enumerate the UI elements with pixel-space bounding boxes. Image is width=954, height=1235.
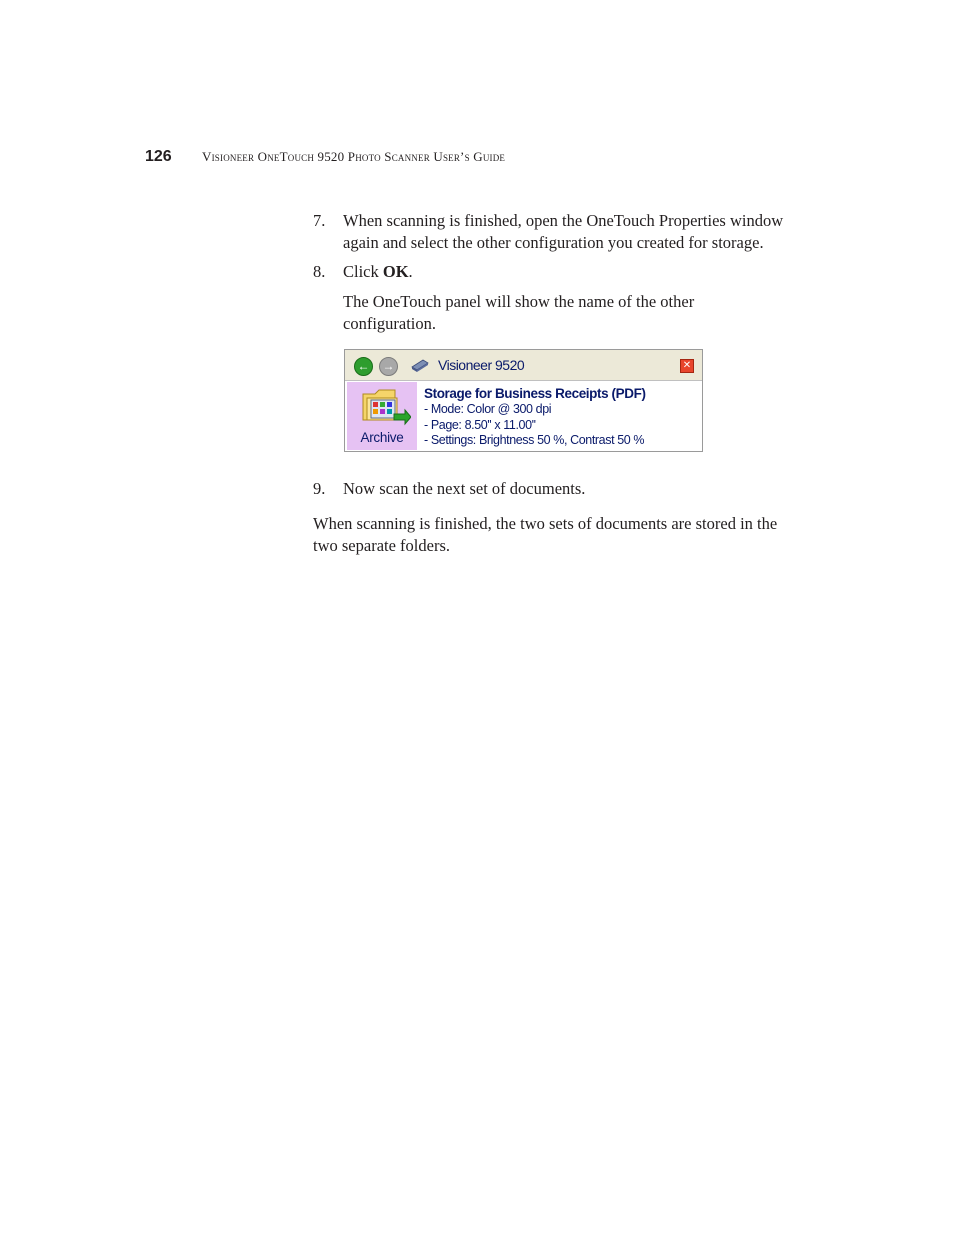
archive-label: Archive (360, 430, 404, 445)
ok-label: OK (382, 262, 409, 281)
config-info (424, 386, 646, 449)
step-number: 7. (313, 211, 326, 230)
closing-paragraph (313, 513, 813, 556)
back-arrow-icon[interactable]: ← (354, 357, 373, 376)
close-icon[interactable]: ✕ (680, 359, 694, 373)
step-7 (313, 210, 813, 253)
onetouch-panel (344, 349, 703, 452)
panel-titlebar (345, 350, 702, 380)
page-number: 126 (145, 148, 172, 165)
config-title: Storage for Business Receipts (PDF) (424, 386, 646, 401)
step-text: Now scan the next set of documents. (343, 479, 586, 498)
step-9 (313, 478, 813, 500)
panel-body (345, 380, 702, 451)
step-text-prefix: Click (343, 262, 383, 281)
step-text-suffix: . (408, 262, 413, 281)
note-line: configuration. (343, 313, 437, 333)
archive-button[interactable] (347, 382, 417, 450)
step-8-note (343, 291, 813, 334)
config-page: - Page: 8.50'' x 11.00'' (424, 417, 536, 432)
step-8 (313, 261, 813, 283)
running-header-title: Visioneer OneTouch 9520 Photo Scanner User’s Guide (202, 149, 506, 164)
device-name: Visioneer 9520 (438, 357, 525, 373)
step-number: 9. (313, 479, 326, 498)
step-text-line: When scanning is finished, open the OneTouch Properties window (343, 211, 784, 230)
folder-icon (361, 386, 411, 428)
closing-line: two separate folders. (313, 535, 450, 555)
step-text-line: again and select the other configuration you created for storage. (343, 232, 764, 252)
step-text (343, 261, 813, 283)
scanner-icon (411, 358, 429, 372)
closing-line: When scanning is finished, the two sets of documents are stored in the (313, 514, 778, 533)
running-header (145, 147, 505, 167)
forward-arrow-icon[interactable]: → (379, 357, 398, 376)
note-line: The OneTouch panel will show the name of the other (343, 292, 695, 311)
config-settings: - Settings: Brightness 50 %, Contrast 50 % (424, 433, 645, 447)
config-mode: - Mode: Color @ 300 dpi (424, 402, 552, 416)
step-number: 8. (313, 262, 326, 281)
